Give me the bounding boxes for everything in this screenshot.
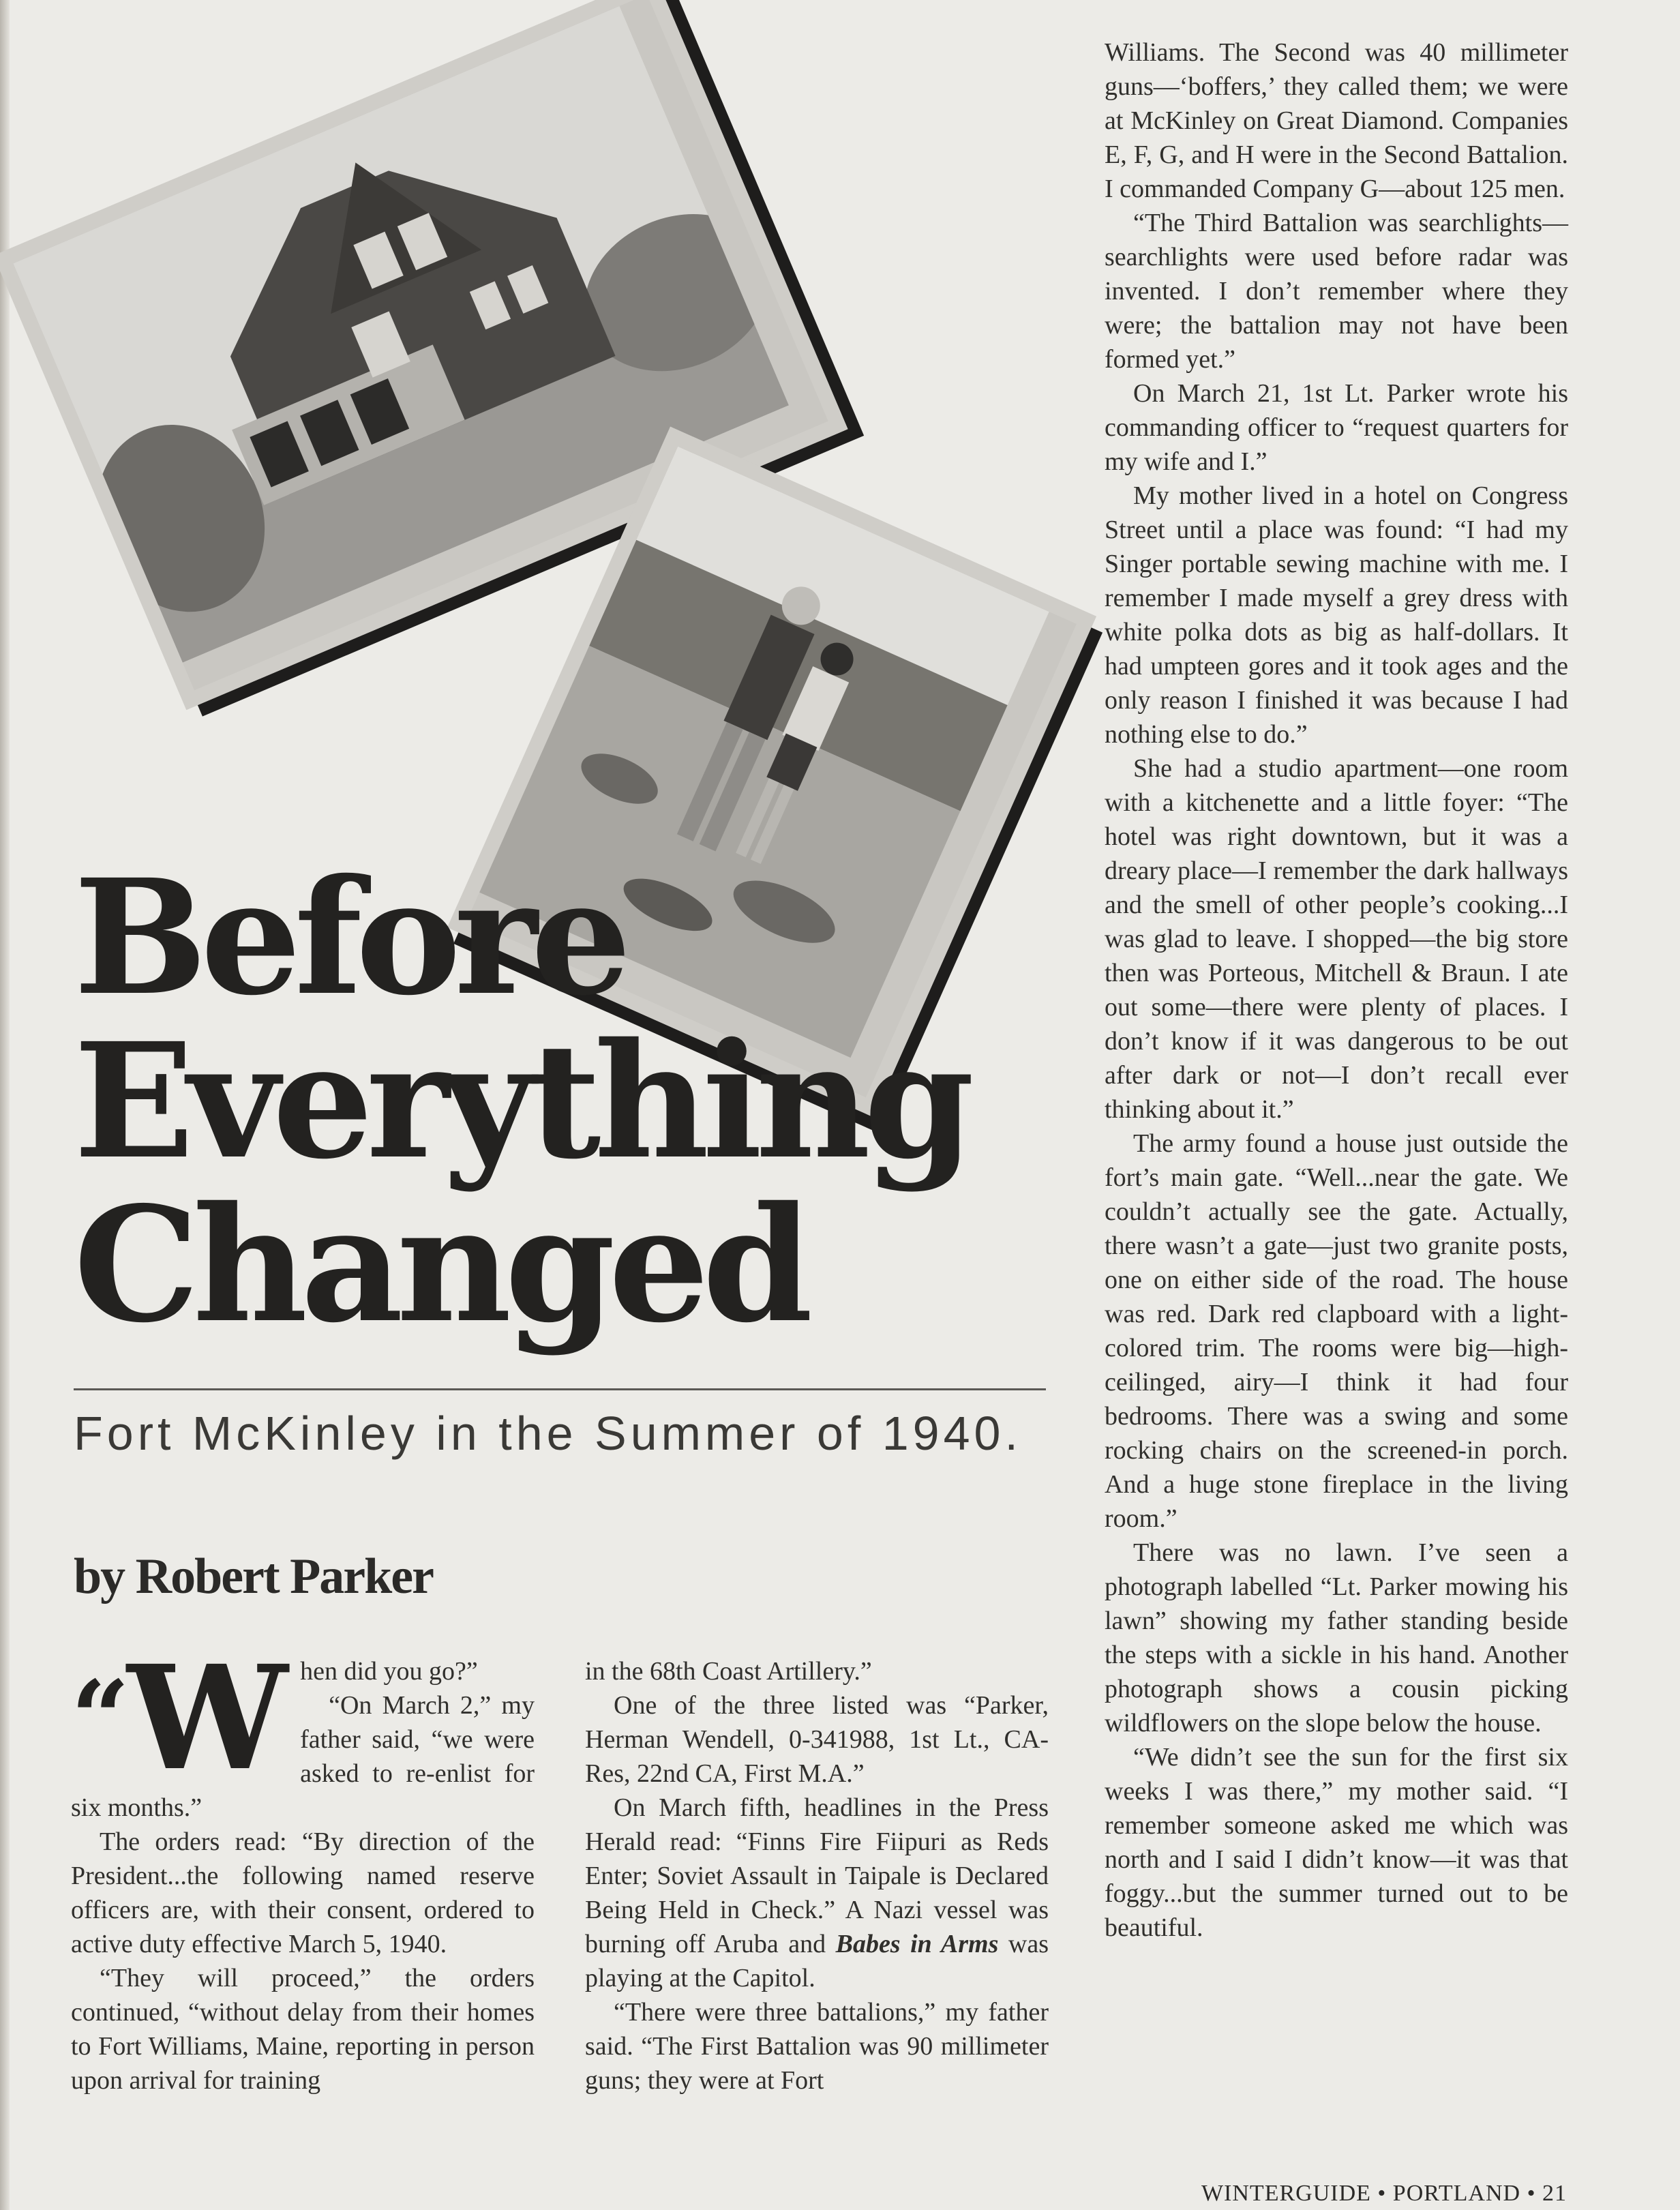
headline: [74, 844, 968, 1358]
headline-rule: [74, 1388, 1046, 1390]
paragraph: Williams. The Second was 40 millimeter guns—‘boffers,’ they called them; we were at McKinley on Great Diamond. Companies E, F, G, and H were in the Second Battalion. I commanded Company G—about 125 men.: [1105, 38, 1568, 203]
paragraph: “On March 2,” my father said, “we were asked to re-enlist for six months.”: [71, 1691, 535, 1822]
page-edge: [0, 0, 10, 2210]
headline-line-1: Before: [74, 844, 625, 1030]
paragraph-text: was playing at the Capitol.: [585, 1930, 1049, 1992]
paragraph: hen did you go?”: [300, 1657, 478, 1686]
film-title: Babes in Arms: [835, 1930, 999, 1958]
byline: by Robert Parker: [74, 1549, 433, 1604]
paragraph: “There were three battalions,” my father said. “The First Battalion was 90 millimeter guns; they were at Fort: [585, 1998, 1049, 2095]
paragraph: The orders read: “By direction of the President...the following named reserve officers are, with their consent, ordered to active duty effective March 5, 1940.: [71, 1827, 535, 1958]
paragraph: “They will proceed,” the orders continued, “without delay from their homes to Fort Williams, Maine, reporting in person upon arrival for training: [71, 1964, 535, 2095]
paragraph: One of the three listed was “Parker, Herman Wendell, 0-341988, 1st Lt., CA-Res, 22nd CA, First M.A.”: [585, 1691, 1049, 1788]
paragraph: My mother lived in a hotel on Congress Street until a place was found: “I had my Singer portable sewing machine with me. I remember I made myself a grey dress with white polka dots as big as half-dollars. It had umpteen gores and it took ages and the only reason I finished it was because I had nothing else to do.”: [1105, 481, 1568, 749]
paragraph: The army found a house just outside the fort’s main gate. “Well...near the gate. We couldn’t actually see the gate. Actually, there wasn’t a gate—just two granite posts, one on either side of the road. The house was red. Dark red clapboard with a light-colored trim. The rooms were big—high-ceilinged, airy—I think it had four bedrooms. There was a swing and some rocking chairs on the screened-in porch. And a huge stone fireplace in the living room.”: [1105, 1129, 1568, 1533]
headline-line-3: Changed: [74, 1171, 807, 1358]
drop-cap-letter: W: [127, 1634, 284, 1802]
headline-line-2: Everything: [74, 1008, 968, 1194]
subtitle: Fort McKinley in the Summer of 1940.: [74, 1407, 1022, 1460]
paragraph: in the 68th Coast Artillery.”: [585, 1657, 872, 1686]
drop-cap: [71, 1634, 284, 1802]
paragraph: [585, 1791, 1049, 1995]
paragraph: “The Third Battalion was searchlights—searchlights were used before radar was invented. I don’t remember where they were; the battalion may not have been formed yet.”: [1105, 209, 1568, 374]
article-column-1: [71, 1634, 535, 2097]
paragraph: “We didn’t see the sun for the first six weeks I was there,” my mother said. “I remember someone asked me which was north and I said I didn’t know—it was that foggy...but the summer turned out to be beautiful.: [1105, 1743, 1568, 1942]
paragraph: There was no lawn. I’ve seen a photograph labelled “Lt. Parker mowing his lawn” showing my father standing beside the steps with a sickle in his hand. Another photograph shows a cousin picking wildflowers on the slope below the house.: [1105, 1538, 1568, 1737]
paragraph-text: On March fifth, headlines in the Press Herald read: “Finns Fire Fiipuri as Reds Enter; Soviet Assault in Taipale is Declared Being Held in Check.” A Nazi vessel was burning off Aruba and: [585, 1793, 1049, 1958]
drop-cap-quote: “: [71, 1658, 127, 1778]
paragraph: On March 21, 1st Lt. Parker wrote his commanding officer to “request quarters for my wife and I.”: [1105, 379, 1568, 476]
article-column-2: [585, 1654, 1049, 2097]
paragraph: She had a studio apartment—one room with a kitchenette and a little foyer: “The hotel was right downtown, but it was a dreary place—I remember the dark hallways and the smell of other people’s cooking...I was glad to leave. I shopped—the big store then was Porteous, Mitchell & Braun. I ate out some—there were plenty of places. I don’t know if it was dangerous to be out after dark or not—I don’t recall ever thinking about it.”: [1105, 754, 1568, 1124]
article-column-3: [1105, 35, 1568, 1945]
page-footer: WINTERGUIDE • PORTLAND • 21: [1201, 2181, 1567, 2206]
